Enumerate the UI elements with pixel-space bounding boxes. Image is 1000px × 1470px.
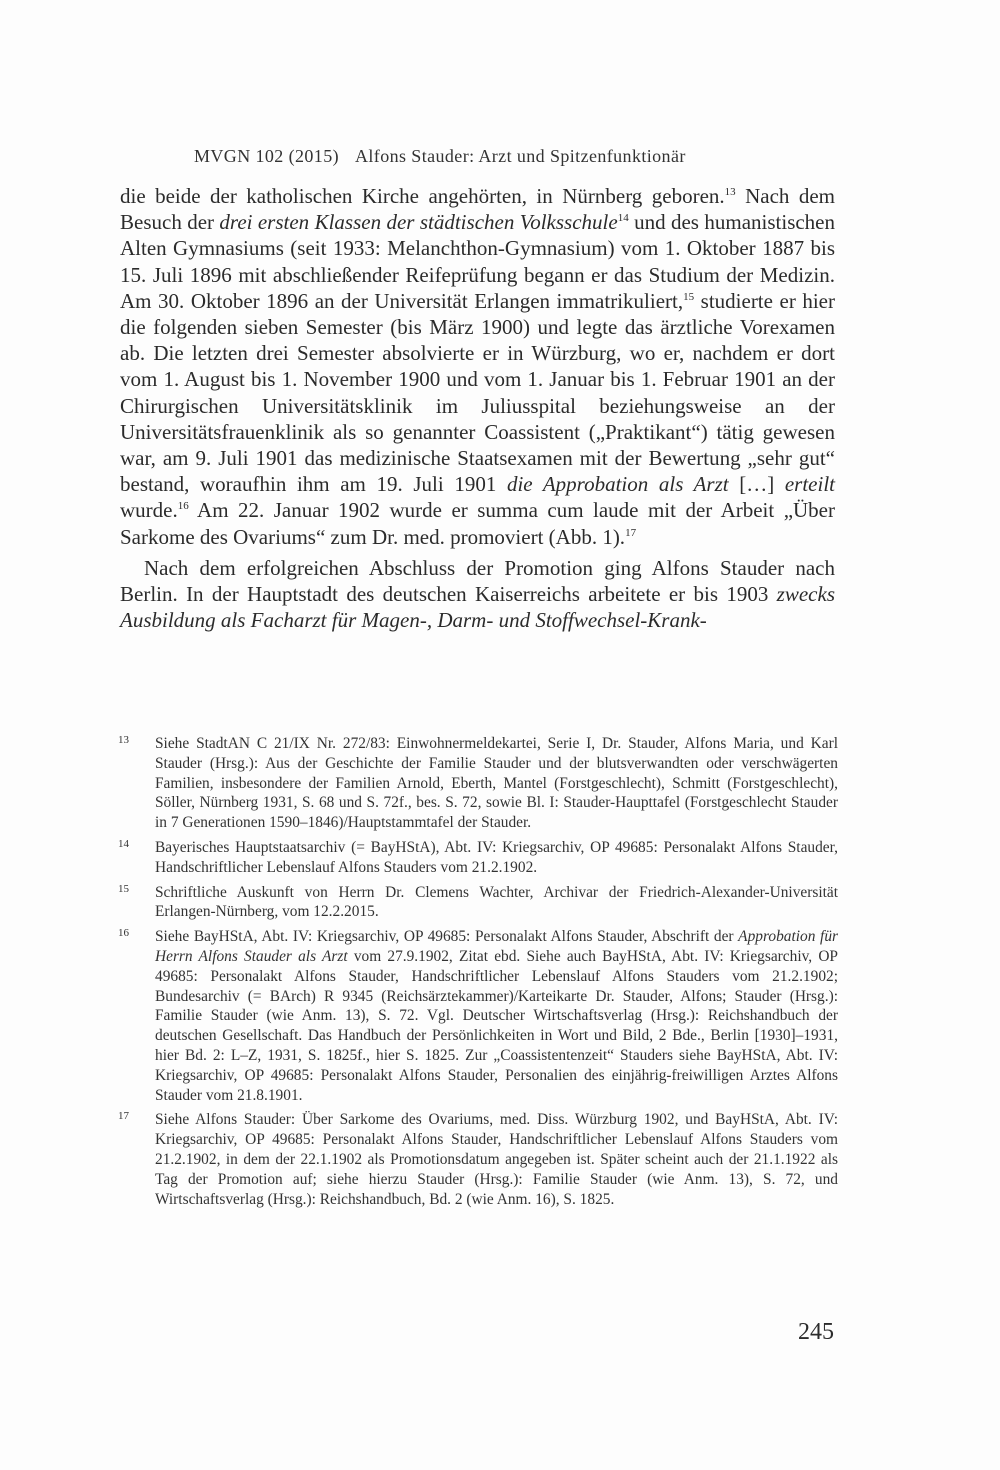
text-run: […]	[728, 472, 785, 497]
paragraph-2	[120, 555, 835, 634]
text-run: Am 22. Januar 1902 wurde er summa cum laude mit der Arbeit „Über Sarkome des Ovariums“ zum Dr. med. promoviert (Abb. 1).	[120, 498, 835, 549]
running-header	[194, 146, 686, 167]
journal-reference: MVGN 102 (2015)	[194, 146, 339, 166]
text-run: die beide der katholischen Kirche angehörten, in Nürnberg geboren.	[120, 184, 725, 208]
italic-quote: die Approbation als Arzt	[506, 472, 729, 497]
footnote-text: Siehe BayHStA, Abt. IV: Kriegsarchiv, OP 49685: Personalakt Alfons Stauder, Abschrift der	[155, 928, 739, 946]
footnote-text: Bayerisches Hauptstaatsarchiv (= BayHStA), Abt. IV: Kriegsarchiv, OP 49685: Personalakt Alfons Stauder, Handschriftlicher Lebenslauf Alfons Stauders vom 21.2.1902.	[155, 838, 838, 876]
text-run: Nach dem Besuch der	[120, 184, 835, 235]
paragraph-1	[120, 183, 835, 550]
footnote-ref[interactable]: 15	[683, 290, 695, 303]
footnote-text: Schriftliche Auskunft von Herrn Dr. Clemens Wachter, Archivar der Friedrich-Alexander-Universität Erlangen-Nürnberg, vom 12.2.2015.	[155, 883, 838, 921]
footnote-text: Siehe StadtAN C 21/IX Nr. 272/83: Einwohnermeldekartei, Serie I, Dr. Stauder, Alfons Maria, und Karl Stauder (Hrsg.): Aus der Geschichte der Familie Stauder und der blutsverwandten oder verschwägerten Familien, insbesondere der Familien Arnold, Eberth, Mantel (Forstgeschlecht), Schmitt (Forstgeschlecht), Söller, Nürnberg 1931, S. 68 und S. 72f., bes. S. 72, sowie Bl. I: Stauder-Haupttafel (Forstgeschlecht Stauder in 7 Generationen 1590–1846)/Hauptstammtafel der Stauder.	[155, 735, 838, 832]
footnote-italic: Approbation für Herrn Alfons Stauder als Arzt	[155, 928, 839, 965]
footnote-ref[interactable]: 16	[177, 500, 189, 513]
footnote-text: Siehe Alfons Stauder: Über Sarkome des Ovariums, med. Diss. Würzburg 1902, und BayHStA, Abt. IV: Kriegsarchiv, OP 49685: Personalakt Alfons Stauder, Handschriftlicher Lebenslauf Alfons Stauders vom 21.2.1902, in dem der 22.1.1902 als Promotionsdatum angegeben ist. Später scheint auch der 21.1.1922 als Tag der Promotion auf; siehe hierzu Stauder (Hrsg.): Familie Stauder (wie Anm. 13), S. 72, und Wirtschaftsverlag (Hrsg.): Reichshandbuch, Bd. 2 (wie Anm. 16), S. 1825.	[155, 1111, 838, 1208]
footnote-ref[interactable]: 13	[724, 186, 736, 198]
footnote-15	[118, 883, 838, 923]
text-run: wurde.	[120, 498, 178, 523]
footnote-number: 14	[118, 837, 129, 850]
footnote-number: 13	[118, 734, 129, 746]
footnote-14	[118, 838, 838, 878]
text-run: Nach dem erfolgreichen Abschluss der Promotion ging Alfons Stauder nach Berlin. In der Hauptstadt des deutschen Kaiserreichs arbeitete er bis 1903	[120, 555, 835, 607]
footnote-16	[118, 927, 838, 1105]
footnote-ref[interactable]: 14	[617, 212, 629, 225]
text-run: und des humanistischen Alten Gymnasiums (seit 1933: Melanchthon-Gymnasium) vom 1. Oktober 1887 bis 15. Juli 1896 mit abschließender Reifeprüfung begann er das Studium der Medizin. Am 30. Oktober 1896 an der Universität Erlangen immatrikuliert,	[120, 210, 836, 313]
footnote-number: 16	[118, 927, 129, 940]
italic-quote: erteilt	[784, 472, 835, 497]
main-text	[120, 183, 835, 633]
italic-quote: zwecks Ausbildung als Facharzt für Magen-, Darm- und Stoffwechsel-Krank-	[120, 582, 835, 633]
footnote-number: 15	[118, 882, 129, 895]
article-title: Alfons Stauder: Arzt und Spitzenfunktionär	[355, 146, 686, 166]
footnote-text: vom 27.9.1902, Zitat ebd. Siehe auch BayHStA, Abt. IV: Kriegsarchiv, OP 49685: Personalakt Alfons Stauder, Handschriftlicher Lebenslauf Alfons Stauders vom 21.2.1902; Bundesarchiv (= BArch) R 9345 (Reichsärztekammer)/Karteikarte Dr. Stauder, Alfons; Stauder (Hrsg.): Familie Stauder (wie Anm. 13), S. 72. Vgl. Deutscher Wirtschaftsverlag (Hrsg.): Reichshandbuch der deutschen Gesellschaft. Das Handbuch der Persönlichkeiten in Wort und Bild, 2 Bde., Berlin [1930]–1931, hier Bd. 2: L–Z, 1931, S. 1825f., hier S. 1825. Zur „Coassistentenzeit“ Stauders siehe BayHStA, Abt. IV: Kriegsarchiv, OP 49685: Personalakt Alfons Stauder, Personalien des einjährig-freiwilligen Arztes Alfons Stauder vom 21.8.1901.	[155, 947, 838, 1104]
page-number: 245	[798, 1319, 834, 1345]
footnote-ref[interactable]: 17	[625, 526, 637, 539]
footnote-13	[118, 734, 838, 833]
footnote-number: 17	[118, 1110, 129, 1123]
text-run: studierte er hier die folgenden sieben Semester (bis März 1900) und legte das ärztliche Vorexamen ab. Die letzten drei Semester absolvierte er in Würzburg, wo er, nachdem er dort vom 1. August bis 1. November 1900 und vom 1. Januar bis 1. Februar 1901 an der Chirurgischen Universitätsklinik im Juliusspital beziehungsweise an der Universitätsfrauenklinik als so genannter Coassistent („Praktikant“) tätig gewesen war, am 9. Juli 1901 das medizinische Staatsexamen mit der Bewertung „sehr gut“ bestand, woraufhin ihm am 19. Juli 1901	[120, 288, 835, 497]
italic-quote: drei ersten Klassen der städtischen Volksschule	[219, 210, 618, 235]
footnotes-section	[118, 734, 838, 1214]
footnote-17	[118, 1110, 838, 1209]
